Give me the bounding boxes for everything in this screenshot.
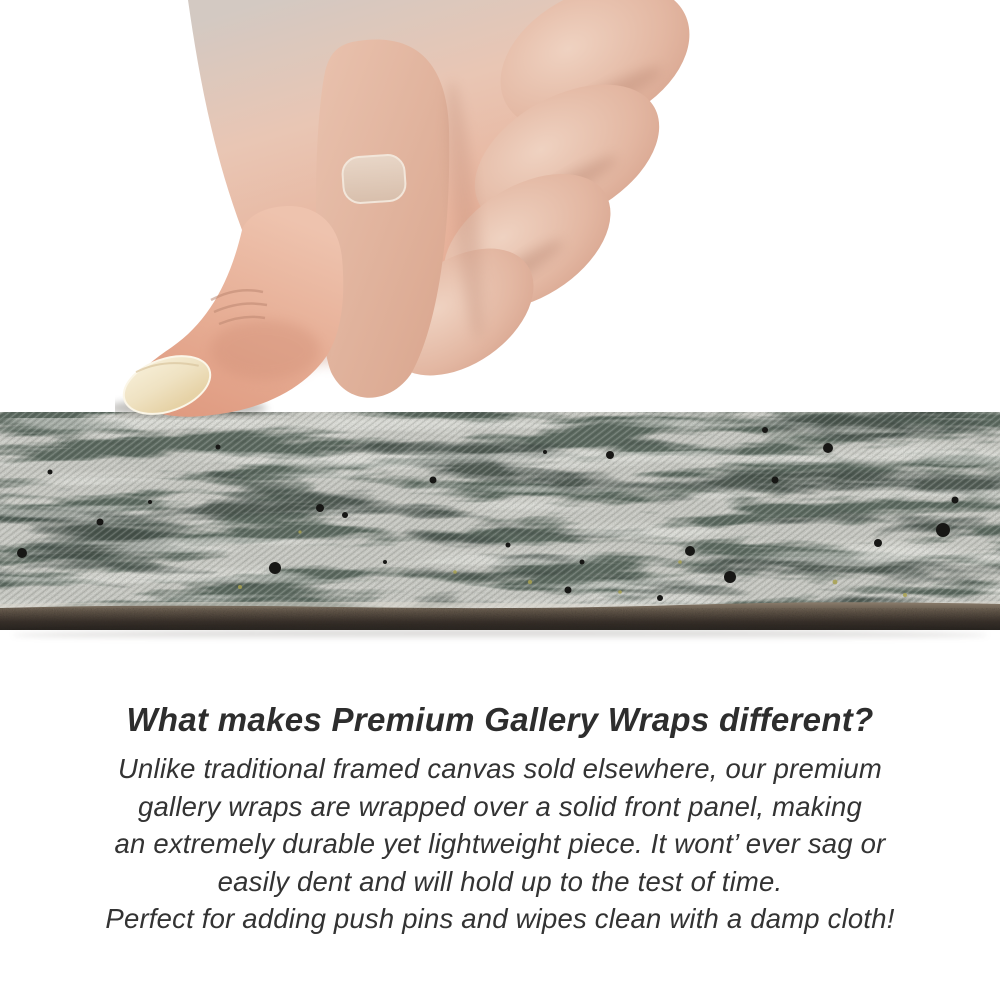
canvas-strip-graphic bbox=[0, 412, 1000, 630]
thumb bbox=[116, 206, 343, 420]
marketing-body-line: easily dent and will hold up to the test of time. bbox=[217, 865, 783, 897]
marketing-body-line: Perfect for adding push pins and wipes clean with a damp cloth! bbox=[105, 903, 895, 934]
marketing-body-line: Unlike traditional framed canvas sold elsewhere, our premium bbox=[117, 753, 882, 784]
hand-graphic bbox=[115, 0, 690, 420]
marketing-body-line: an extremely durable yet lightweight piece. It wont’ ever sag or bbox=[114, 828, 886, 859]
marketing-heading: What makes Premium Gallery Wraps different? bbox=[126, 701, 874, 738]
index-fingernail bbox=[341, 154, 406, 204]
marketing-body-line: gallery wraps are wrapped over a solid front panel, making bbox=[138, 790, 862, 822]
hand-photo bbox=[115, 0, 690, 420]
marketing-copy bbox=[0, 701, 1000, 938]
canvas-strip-photo bbox=[0, 412, 1000, 630]
strip-drop-shadow bbox=[12, 630, 988, 640]
thumb-pad-shading bbox=[210, 320, 320, 380]
